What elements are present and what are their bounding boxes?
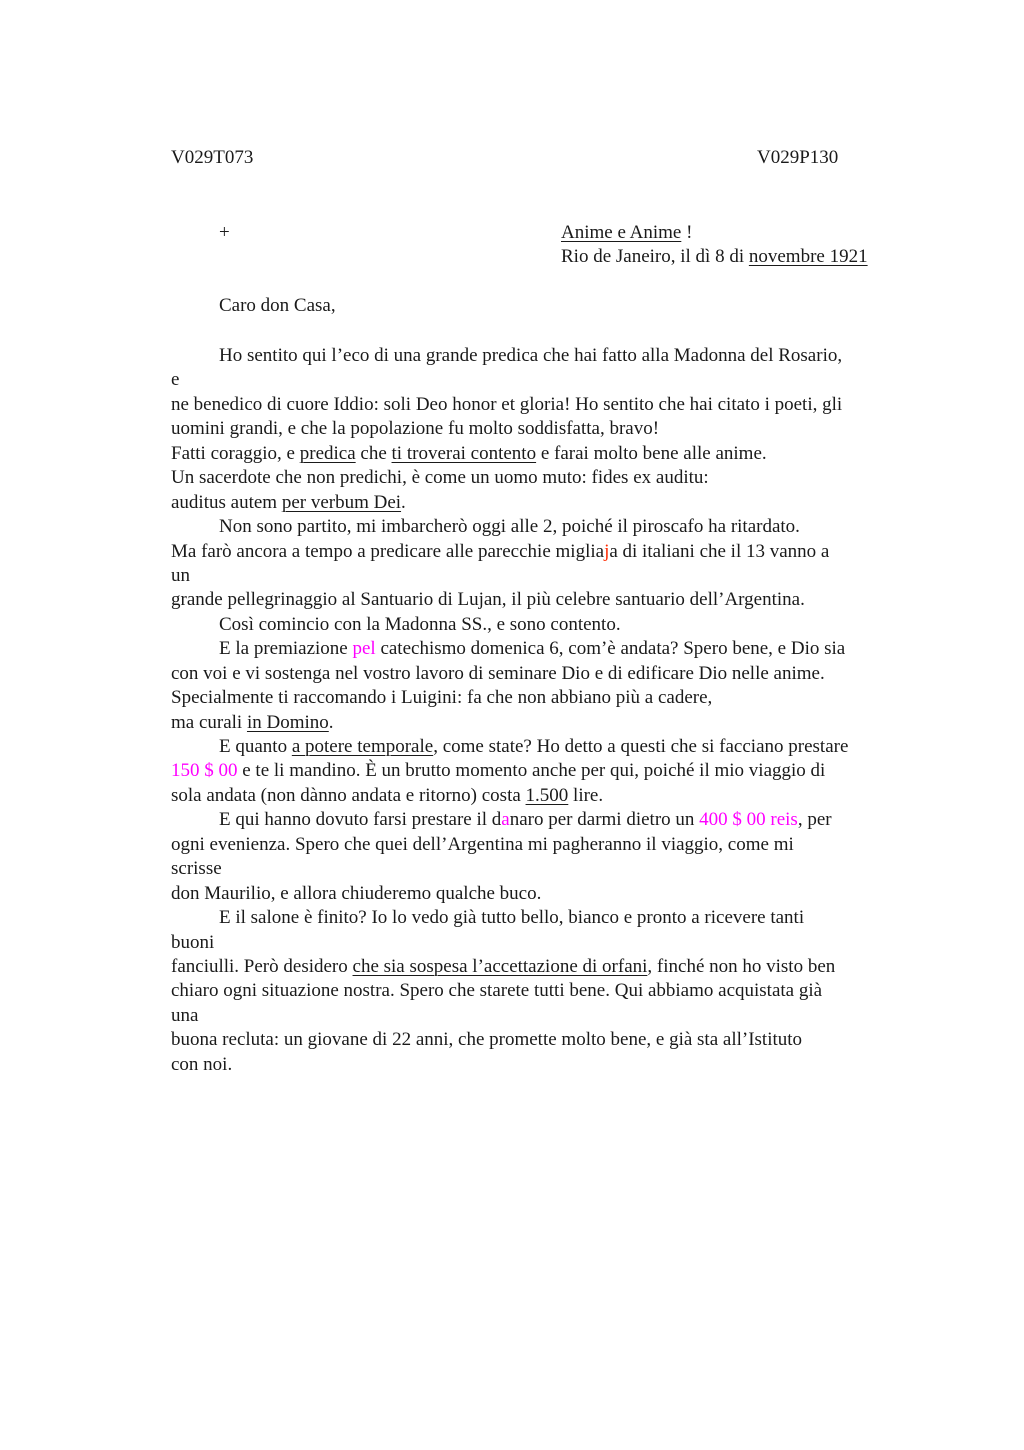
underlined-text: predica: [299, 442, 356, 464]
body-line: con voi e vi sostenga nel vostro lavoro di seminare Dio e di edificare Dio nelle anime.: [171, 662, 825, 684]
underlined-text: che sia sospesa l’accettazione di orfani: [352, 955, 648, 977]
text-span: sola andata (non dànno andata e ritorno) costa: [171, 784, 526, 806]
text-span: , come state? Ho detto a questi che si facciano prestare: [433, 736, 849, 757]
text-span: naro per darmi dietro un: [509, 809, 700, 831]
magenta-correction: a: [501, 809, 510, 831]
magenta-correction: pel: [352, 638, 376, 660]
text-span: che: [355, 442, 392, 464]
letter-body: [171, 344, 931, 1077]
title-tail: !: [681, 222, 693, 243]
body-line: Non sono partito, mi imbarcherò oggi alle 2, poiché il piroscafo ha ritardato.: [219, 516, 800, 538]
text-span: fanciulli. Però desidero: [171, 955, 353, 977]
body-line: [171, 759, 931, 783]
text-span: E quanto: [219, 736, 292, 757]
cross-mark: +: [219, 222, 230, 243]
body-line: [171, 711, 931, 735]
body-line: scrisse: [171, 858, 222, 880]
body-line: con noi.: [171, 1053, 233, 1075]
date-prefix: Rio de Janeiro, il dì 8 di: [561, 246, 749, 267]
body-line: [171, 540, 931, 564]
body-line: Un sacerdote che non predichi, è come un uomo muto: fides ex auditu:: [171, 467, 709, 489]
text-span: auditus autem: [171, 491, 282, 513]
date-underlined: novembre 1921: [748, 246, 868, 267]
text-span: E qui hanno dovuto farsi prestare il d: [219, 809, 502, 831]
text-span: , finché non ho visto ben: [647, 955, 836, 977]
body-line: [171, 784, 931, 808]
body-line: ogni evenienza. Spero che quei dell’Argentina mi pagheranno il viaggio, come mi: [171, 833, 794, 855]
body-line: buona recluta: un giovane di 22 anni, che promette molto bene, e già sta all’Istituto: [171, 1029, 803, 1051]
magenta-correction: 150 $ 00: [171, 760, 238, 782]
text-span: .: [328, 711, 334, 733]
text-span: ma curali: [171, 711, 247, 733]
red-correction: j: [604, 540, 610, 562]
body-line: uomini grandi, e che la popolazione fu molto soddisfatta, bravo!: [171, 418, 660, 440]
underlined-text: in Domino: [246, 711, 329, 733]
underlined-text: a potere temporale: [291, 736, 434, 757]
text-span: Ma farò ancora a tempo a predicare alle parecchie miglia: [171, 540, 605, 562]
body-line: [171, 442, 931, 466]
body-line: [171, 637, 931, 661]
body-line: don Maurilio, e allora chiuderemo qualche buco.: [171, 882, 542, 904]
text-span: e te li mandino. È un brutto momento anche per qui, poiché il mio viaggio di: [237, 760, 826, 782]
body-line: un: [171, 564, 190, 586]
body-line: una: [171, 1004, 199, 1026]
title-underlined: Anime e Anime: [561, 222, 682, 243]
text-span: E la premiazione: [219, 638, 353, 660]
text-span: Fatti coraggio, e: [171, 442, 300, 464]
body-line: e: [171, 369, 180, 391]
document-code-left: V029T073: [171, 147, 254, 168]
body-line: Specialmente ti raccomando i Luigini: fa che non abbiano più a cadere,: [171, 687, 713, 709]
text-span: .: [401, 491, 406, 513]
body-line: Ho sentito qui l’eco di una grande predica che hai fatto alla Madonna del Rosario,: [219, 345, 843, 366]
underlined-text: ti troverai contento: [391, 442, 537, 464]
body-line: [171, 735, 931, 759]
body-line: chiaro ogni situazione nostra. Spero che starete tutti bene. Qui abbiamo acquistata già: [171, 980, 823, 1002]
body-line: E il salone è finito? Io lo vedo già tutto bello, bianco e pronto a ricevere tanti: [219, 907, 805, 929]
underlined-text: per verbum Dei: [281, 491, 402, 513]
body-line: [171, 808, 931, 832]
letter-title: [561, 222, 692, 244]
text-span: catechismo domenica 6, com’è andata? Spero bene, e Dio sia: [375, 638, 846, 660]
underlined-text: 1.500: [525, 784, 569, 806]
text-span: , per: [797, 809, 832, 831]
body-line: ne benedico di cuore Iddio: soli Deo honor et gloria! Ho sentito che hai citato i poeti, gli: [171, 393, 843, 415]
body-line: [171, 955, 931, 979]
body-line: buoni: [171, 931, 215, 953]
salutation: Caro don Casa,: [219, 295, 336, 316]
body-line: [171, 491, 931, 515]
magenta-correction: 400 $ 00 reis: [699, 809, 798, 831]
body-line: Così comincio con la Madonna SS., e sono contento.: [219, 613, 621, 635]
body-line: grande pellegrinaggio al Santuario di Lujan, il più celebre santuario dell’Argentina.: [171, 589, 805, 611]
letter-date: [561, 246, 868, 268]
text-span: a di italiani che il 13 vanno a: [609, 540, 830, 562]
document-code-right: V029P130: [757, 147, 839, 168]
text-span: lire.: [568, 784, 604, 806]
text-span: e farai molto bene alle anime.: [536, 442, 767, 464]
